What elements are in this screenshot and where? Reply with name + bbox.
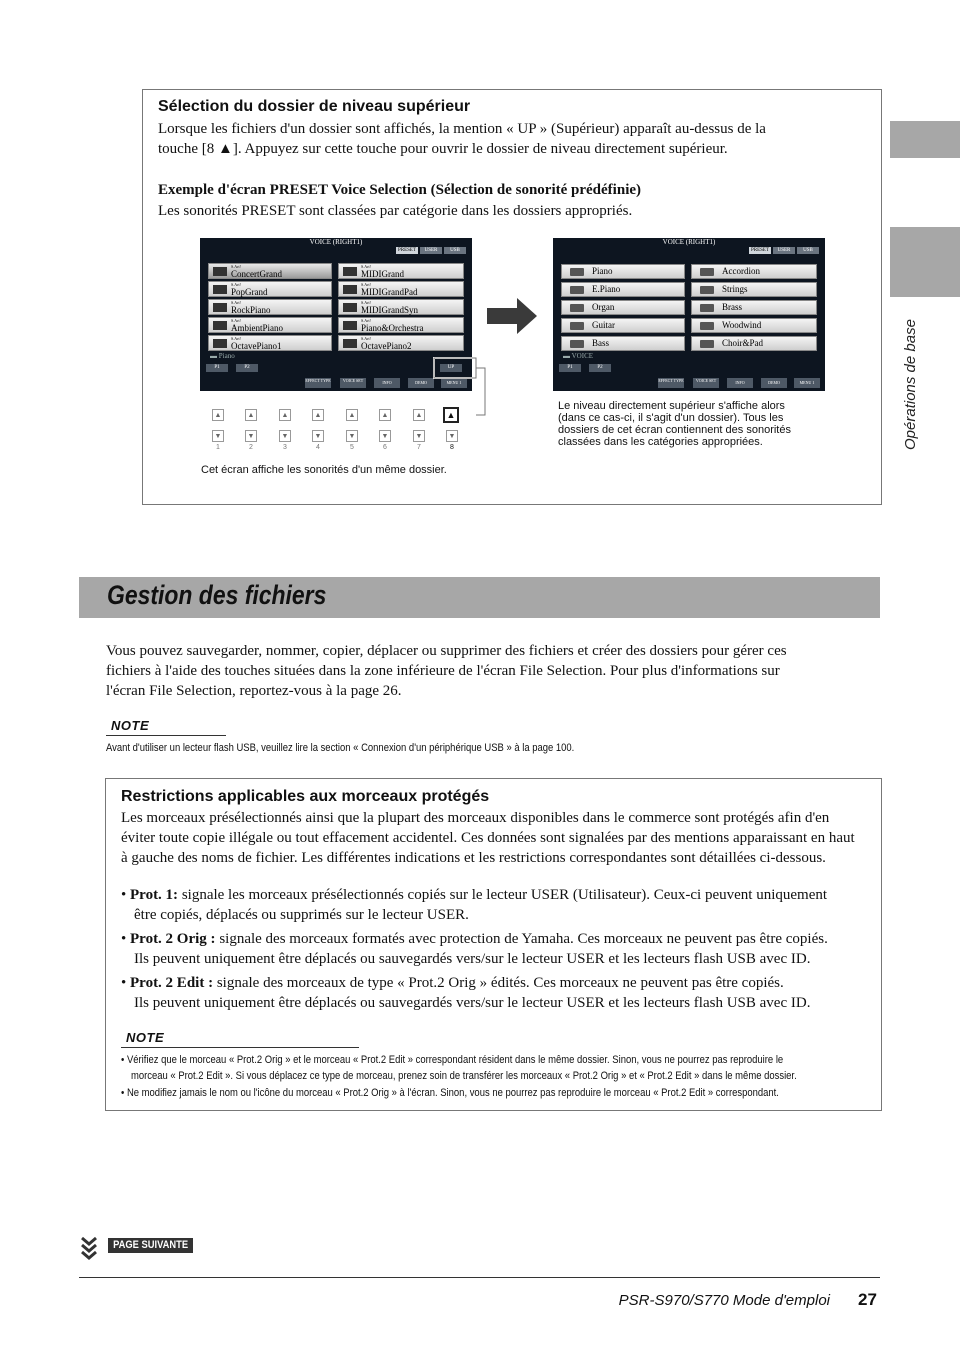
hw-number: 8 [450,444,454,451]
hw-up-button-1[interactable]: ▲ [212,409,224,421]
folder-icon [570,340,584,348]
hw-number: 1 [216,444,220,451]
restrictions-title: Restrictions applicables aux morceaux protégés [121,788,490,805]
tab-usb[interactable]: USB [444,247,466,254]
note-label: NOTE [111,718,150,733]
section-text-line2: fichiers à l'aide des touches situées dans la zone inférieure de l'écran File Selection. Pour plus d'informations sur [106,663,780,679]
list-item: • Prot. 2 Orig : signale des morceaux formatés avec protection de Yamaha. Ces morceaux ne peuvent pas être copiés. Ils peuvent uniquement être déplacés ou sauvegardés vers/sur le lecteur USER et les lecteurs flash USB avec ID. [121,931,828,967]
lcd-drive-tabs [749,247,819,254]
hw-down-button-1[interactable]: ▼ [212,430,224,442]
next-page-arrow-icon [80,1236,98,1260]
note-text: Avant d'utiliser un lecteur flash USB, veuillez lire la section « Connexion d'un périphérique USB » à la page 100. [106,742,575,754]
example-title: Exemple d'écran PRESET Voice Selection (Sélection de sonorité prédéfinie) [158,182,642,198]
side-tab-upper [890,121,960,158]
hw-down-button-2[interactable]: ▼ [245,430,257,442]
restrictions-text-line2: éviter toute copie illégale ou tout effacement accidentel. Ces données sont signalées par des mentions apparaissant en haut [121,830,855,846]
up-button[interactable]: UP [440,364,462,372]
folder-icon: ▬ [210,352,219,360]
hw-number: 7 [417,444,421,451]
restrictions-box [105,778,882,1111]
folder-button[interactable]: Bass [561,336,685,351]
hw-number: 4 [316,444,320,451]
folder-icon [700,304,714,312]
tab-user[interactable]: USER [773,247,795,254]
note-underline [121,1047,359,1048]
note-text-1b: morceau « Prot.2 Edit ». Si vous déplacez ce type de morceau, prenez soin de transférer les morceaux « Prot.2 Orig » et « Prot.2 Edit » dans le même dossier. [131,1070,797,1082]
folder-button[interactable]: Organ [561,300,685,315]
keyboard-icon [343,339,357,348]
keyboard-icon [213,339,227,348]
voice-button[interactable]: S.Art! MIDIGrandPad [338,281,464,297]
page-number: 27 [858,1290,877,1309]
page-button-p2[interactable]: P2 [589,364,611,372]
hw-down-button-7[interactable]: ▼ [413,430,425,442]
up-callout-lines [430,355,495,430]
hw-up-button-4[interactable]: ▲ [312,409,324,421]
hw-number: 2 [249,444,253,451]
lcd-header: VOICE (RIGHT1) [662,238,716,246]
soft-button[interactable]: DEMO [761,378,787,388]
soft-button[interactable]: VOICE SET [340,378,366,388]
soft-button[interactable]: VOICE SET [693,378,719,388]
tab-preset[interactable]: PRESET [397,248,417,253]
voice-button[interactable]: S.Art! ConcertGrand [208,263,332,279]
tab-preset[interactable]: PRESET [750,248,770,253]
caption-left: Cet écran affiche les sonorités d'un même dossier. [201,464,447,476]
page-button-p1[interactable]: P1 [206,364,228,372]
voice-button[interactable]: S.Art! Piano&Orchestra [338,317,464,333]
soft-button[interactable]: INFO [727,378,753,388]
tip-title: Sélection du dossier de niveau supérieur [158,98,471,115]
voice-button[interactable]: S.Art! OctavePiano2 [338,335,464,351]
keyboard-icon [343,285,357,294]
folder-button[interactable]: Piano [561,264,685,279]
folder-icon [570,304,584,312]
tip-text-line1: Lorsque les fichiers d'un dossier sont affichés, la mention « UP » (Supérieur) apparaît au-dessus de la [158,121,766,137]
lcd-folder-list [553,238,825,391]
folder-icon [570,322,584,330]
manual-title: PSR-S970/S770 Mode d'emploi [618,1292,830,1309]
folder-icon: ▬ [563,352,572,360]
folder-icon [570,286,584,294]
folder-button[interactable]: Guitar [561,318,685,333]
hw-up-button-3[interactable]: ▲ [279,409,291,421]
hw-number: 5 [350,444,354,451]
hw-down-button-3[interactable]: ▼ [279,430,291,442]
list-item: • Prot. 2 Edit : signale des morceaux de type « Prot.2 Orig » édités. Ces morceaux ne peuvent pas être copiés. Ils peuvent uniquement être déplacés ou sauvegardés vers/sur le lecteur USER et les lecteurs flash USB avec ID. [121,975,811,1011]
section-title: Gestion des fichiers [107,580,327,610]
voice-button[interactable]: S.Art! RockPiano [208,299,332,315]
folder-icon [700,286,714,294]
hw-up-button-2[interactable]: ▲ [245,409,257,421]
folder-icon [700,340,714,348]
section-text-line3: l'écran File Selection, reportez-vous à la page 26. [106,683,402,699]
voice-button[interactable]: S.Art! AmbientPiano [208,317,332,333]
arrow-right-icon [487,298,539,334]
page-button-p1[interactable]: P1 [559,364,581,372]
hw-down-button-8[interactable]: ▼ [446,430,458,442]
soft-button[interactable]: EFFECT TYPE [305,378,331,388]
note-text-2: • Ne modifiez jamais le nom ou l'icône du morceau « Prot.2 Orig » à l'écran. Sinon, vous ne pourrez pas reproduire le morceau « Prot.2 Edit » correspondant. [121,1087,779,1099]
keyboard-icon [343,321,357,330]
folder-icon [700,268,714,276]
keyboard-icon [213,303,227,312]
lcd-drive-tabs [396,247,466,254]
tab-usb[interactable]: USB [797,247,819,254]
restrictions-text-line3: à gauche des noms de fichier. Les différentes indications et les restrictions correspondantes sont détaillées ci-dessous. [121,850,826,866]
caption-right: Le niveau directement supérieur s'affiche alors (dans ce cas-ci, il s'agit d'un dossier). Tous les dossiers de cet écran contiennent des sonorités classées dans les catégories appropriées. [558,400,791,448]
hw-down-button-6[interactable]: ▼ [379,430,391,442]
hw-number: 6 [383,444,387,451]
folder-button[interactable]: E.Piano [561,282,685,297]
folder-icon [700,322,714,330]
folder-button[interactable]: Brass [691,300,817,315]
voice-button[interactable]: S.Art! MIDIGrandSyn [338,299,464,315]
footer-rule [79,1277,880,1278]
side-tab-active [890,227,960,297]
list-item: • Prot. 1: signale les morceaux présélectionnés copiés sur le lecteur USER (Utilisateur). Ceux-ci peuvent uniquement être copiés, déplacés ou supprimés sur le lecteur USER. [121,887,828,923]
folder-icon [570,268,584,276]
hw-up-button-8[interactable]: ▲ [443,407,459,423]
next-page-badge[interactable]: PAGE SUIVANTE [108,1238,193,1253]
keyboard-icon [343,267,357,276]
soft-button[interactable]: INFO [374,378,400,388]
tip-text-line2: touche [8 ▲]. Appuyez sur cette touche pour ouvrir le dossier de niveau directement supérieur. [158,141,728,157]
voice-button[interactable]: S.Art! MIDIGrand [338,263,464,279]
note-underline [106,735,226,736]
keyboard-icon [213,267,227,276]
hw-up-button-6[interactable]: ▲ [379,409,391,421]
hw-number: 3 [283,444,287,451]
restrictions-text-line1: Les morceaux présélectionnés ainsi que la plupart des morceaux disponibles dans le commerce sont protégés afin d'en [121,810,830,826]
soft-button[interactable]: MENU 1 [441,378,467,388]
voice-button[interactable]: S.Art! PopGrand [208,281,332,297]
soft-button[interactable]: DEMO [408,378,434,388]
hw-up-button-7[interactable]: ▲ [413,409,425,421]
page-button-p2[interactable]: P2 [236,364,258,372]
folder-button[interactable]: Choir&Pad [691,336,817,351]
folder-button[interactable]: Accordion [691,264,817,279]
note-text-1a: • Vérifiez que le morceau « Prot.2 Orig » et le morceau « Prot.2 Edit » correspondant résident dans le même dossier. Sinon, vous ne pourrez pas reproduire le [121,1054,784,1066]
soft-button[interactable]: EFFECT TYPE [658,378,684,388]
hw-down-button-4[interactable]: ▼ [312,430,324,442]
keyboard-icon [213,321,227,330]
side-chapter-label: Opérations de base [902,319,919,450]
soft-button[interactable]: MENU 1 [794,378,820,388]
note-label: NOTE [126,1030,165,1045]
hw-down-button-5[interactable]: ▼ [346,430,358,442]
hw-up-button-5[interactable]: ▲ [346,409,358,421]
folder-button[interactable]: Woodwind [691,318,817,333]
keyboard-icon [343,303,357,312]
example-text: Les sonorités PRESET sont classées par catégorie dans les dossiers appropriés. [158,203,633,219]
lcd-folder-path: ▬ Piano [210,352,235,360]
folder-button[interactable]: Strings [691,282,817,297]
lcd-header: VOICE (RIGHT1) [309,238,363,246]
section-text-line1: Vous pouvez sauvegarder, nommer, copier, déplacer ou supprimer des fichiers et créer des dossiers pour gérer ces [106,643,787,659]
tab-user[interactable]: USER [420,247,442,254]
lcd-folder-path: ▬ VOICE [563,352,594,360]
voice-button[interactable]: S.Art! OctavePiano1 [208,335,332,351]
keyboard-icon [213,285,227,294]
